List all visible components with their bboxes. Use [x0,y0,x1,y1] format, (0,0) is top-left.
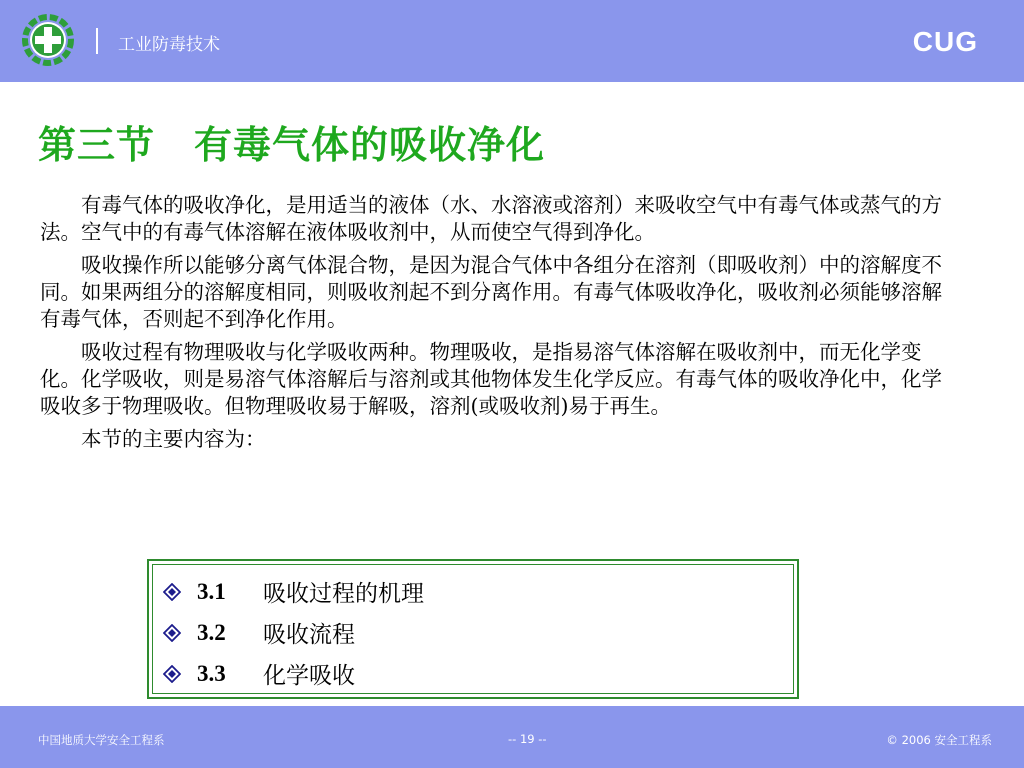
footer-bar [0,706,1024,768]
item-number: 3.3 [197,660,226,686]
item-title: 化学吸收 [263,663,355,689]
list-item[interactable] [163,653,424,694]
diamond-bullet-icon [163,665,181,683]
list-item[interactable] [163,612,424,653]
item-title: 吸收流程 [263,622,355,648]
paragraph: 吸收操作所以能够分离气体混合物，是因为混合气体中各组分在溶剂（即吸收剂）中的溶解度不同。如果两组分的溶解度相同，则吸收剂起不到分离作用。有毒气体吸收净化，吸收剂必须能够溶解有毒气体，否则起不到净化作用。 [40,253,942,331]
contents-list [163,571,424,694]
item-number: 3.2 [197,619,226,645]
course-title: 工业防毒技术 [118,35,220,55]
paragraph: 有毒气体的吸收净化，是用适当的液体（水、水溶液或溶剂）来吸收空气中有毒气体或蒸气的方法。空气中的有毒气体溶解在液体吸收剂中，从而使空气得到净化。 [40,193,942,244]
footer-department: 中国地质大学安全工程系 [38,733,165,747]
footer-copyright: © 2006 安全工程系 [886,733,992,747]
header-divider [96,28,98,54]
item-title: 吸收过程的机理 [263,581,424,607]
safety-cross-logo-icon [22,14,74,66]
list-item[interactable] [163,571,424,612]
diamond-bullet-icon [163,624,181,642]
paragraph: 本节的主要内容为： [81,427,266,451]
brand-logo-text: CUG [912,26,978,57]
item-number: 3.1 [197,578,226,604]
body-text [40,192,960,459]
contents-box [147,559,799,699]
paragraph: 吸收过程有物理吸收与化学吸收两种。物理吸收，是指易溶气体溶解在吸收剂中，而无化学变化。化学吸收，则是易溶气体溶解后与溶剂或其他物体发生化学反应。有毒气体的吸收净化中，化学吸收多于物理吸收。但物理吸收易于解吸，溶剂(或吸收剂)易于再生。 [40,340,942,418]
diamond-bullet-icon [163,583,181,601]
page-number: -- 19 -- [508,732,547,746]
section-title: 第三节 有毒气体的吸收净化 [38,123,546,167]
header-bar [0,0,1024,82]
